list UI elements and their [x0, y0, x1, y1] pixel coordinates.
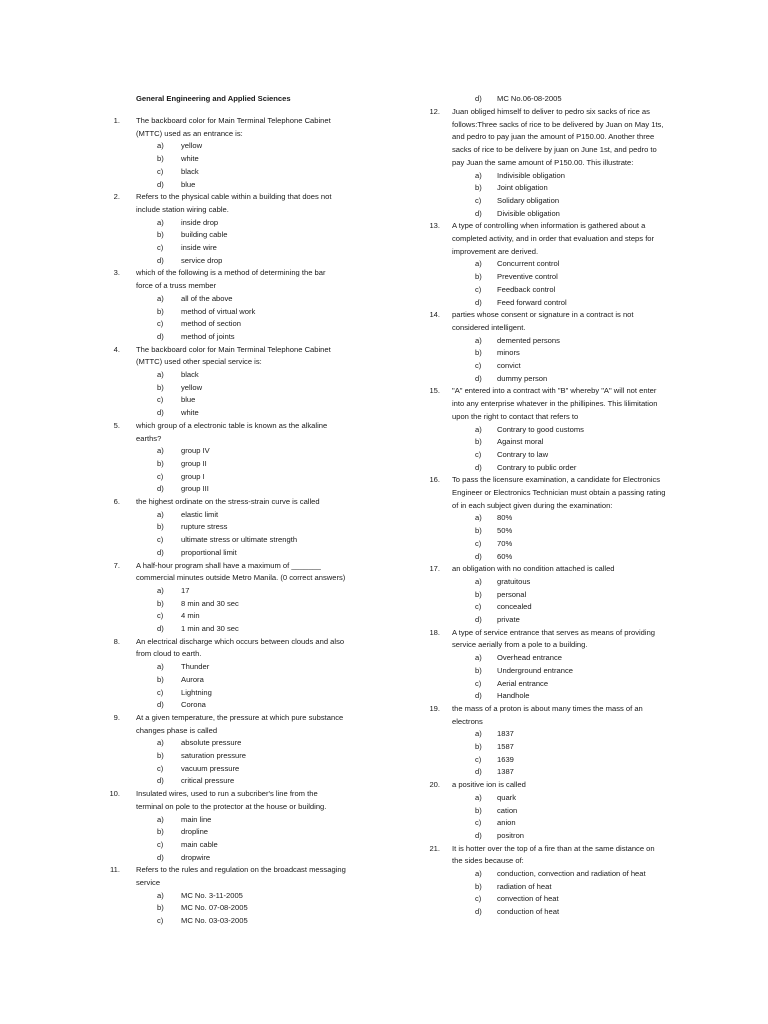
option-text: inside wire [181, 243, 217, 252]
option-letter: b) [475, 881, 482, 891]
answer-option [384, 335, 768, 348]
answer-option [0, 674, 384, 687]
answer-option [0, 763, 384, 776]
option-text: vacuum pressure [181, 763, 240, 773]
question-number: 14. [429, 310, 440, 320]
answer-option [0, 915, 384, 928]
option-text: 60% [497, 551, 513, 561]
question-number: 7. [113, 560, 120, 570]
answer-option [384, 271, 768, 284]
option-text: Aurora [181, 674, 204, 684]
answer-option [0, 699, 384, 712]
answer-option [0, 445, 384, 458]
option-letter: a) [475, 576, 482, 586]
option-letter: b) [157, 903, 164, 913]
option-text: gratuitous [497, 576, 531, 586]
option-text: building cable [181, 230, 228, 240]
answer-option [384, 614, 768, 627]
answer-option [0, 585, 384, 598]
option-text: anion [497, 818, 516, 828]
option-letter: b) [157, 827, 164, 837]
option-text: yellow [181, 382, 203, 392]
answer-option [0, 509, 384, 522]
option-text: 50% [497, 526, 513, 536]
option-text: conduction, convection and radiation of heat [497, 869, 646, 878]
option-letter: a) [157, 814, 164, 824]
question-text: A type of service entrance that serves as means of providing service aerially from a pole to a building. [452, 627, 656, 650]
option-letter: d) [157, 547, 164, 557]
question-number: 11. [110, 865, 120, 875]
answer-option [0, 547, 384, 560]
option-letter: a) [157, 585, 164, 595]
option-letter: c) [475, 284, 482, 294]
question-text: The backboard color for Main Terminal Telephone Cabinet (MTTC) used other special service is: [136, 344, 331, 367]
option-letter: b) [157, 751, 164, 760]
answer-option [384, 754, 768, 767]
option-letter: d) [475, 767, 482, 777]
option-text: minors [497, 348, 520, 358]
answer-option [0, 407, 384, 420]
answer-option [0, 382, 384, 395]
answer-option [0, 483, 384, 496]
option-letter: a) [157, 370, 164, 379]
option-text: rupture stress [181, 522, 228, 532]
option-letter: a) [475, 513, 482, 523]
option-letter: d) [157, 408, 164, 418]
option-text: convection of heat [497, 894, 559, 904]
answer-option [0, 293, 384, 306]
option-text: 8 min and 30 sec [181, 598, 239, 608]
option-letter: c) [475, 538, 482, 548]
option-letter: d) [475, 208, 482, 218]
answer-option [384, 906, 768, 919]
option-text: MC No.06-08-2005 [497, 94, 562, 103]
option-letter: b) [157, 458, 164, 468]
option-text: 80% [497, 513, 513, 523]
option-letter: d) [157, 776, 164, 786]
answer-option [0, 217, 384, 230]
option-letter: c) [157, 687, 164, 697]
answer-option [0, 140, 384, 153]
question-text: Insulated wires, used to run a subcriber's line from the terminal on pole to the protector at the house or building. [136, 789, 327, 811]
option-letter: c) [475, 754, 482, 764]
answer-option [0, 687, 384, 700]
option-text: white [181, 408, 199, 418]
option-letter: d) [475, 373, 482, 383]
question-text: A type of controlling when information is gathered about a completed activity, and in order that evaluation and steps for improvement are derived. [452, 221, 655, 256]
option-text: dropline [181, 827, 209, 837]
option-letter: d) [157, 179, 164, 189]
question-text: the mass of a proton is about many times the mass of an electrons [452, 703, 643, 726]
question-number: 12. [429, 107, 440, 116]
answer-option [384, 284, 768, 297]
question-number: 6. [113, 497, 120, 506]
option-text: yellow [181, 141, 203, 151]
option-text: 17 [181, 585, 190, 595]
answer-option [384, 601, 768, 614]
option-text: private [497, 615, 520, 624]
answer-option [0, 369, 384, 382]
option-text: positron [497, 830, 525, 840]
option-text: quark [497, 792, 516, 802]
question-text: which of the following is a method of determining the bar force of a truss member [136, 268, 326, 291]
option-text: MC No. 03-03-2005 [181, 916, 248, 926]
option-text: 1 min and 30 sec [181, 624, 239, 633]
option-letter: d) [157, 624, 164, 633]
option-letter: a) [475, 424, 482, 434]
option-text: group II [181, 458, 207, 468]
option-text: critical pressure [181, 776, 235, 786]
option-letter: c) [475, 449, 482, 459]
answer-option [384, 817, 768, 830]
option-letter: b) [157, 674, 164, 684]
answer-option [0, 255, 384, 268]
option-text: ultimate stress or ultimate strength [181, 535, 298, 545]
option-letter: c) [157, 763, 164, 773]
option-text: white [181, 154, 199, 164]
option-letter: a) [475, 335, 482, 345]
option-letter: a) [475, 792, 482, 802]
answer-option [384, 741, 768, 754]
option-letter: a) [157, 141, 164, 151]
option-letter: c) [475, 818, 482, 828]
question-number: 17. [429, 564, 440, 574]
answer-option [384, 792, 768, 805]
answer-option [384, 93, 768, 106]
option-text: cation [497, 805, 518, 815]
answer-option [384, 551, 768, 564]
option-letter: b) [475, 589, 482, 599]
option-letter: b) [475, 183, 482, 193]
option-letter: c) [475, 361, 482, 370]
answer-option [384, 170, 768, 183]
option-text: method of joints [181, 331, 235, 341]
option-letter: b) [157, 230, 164, 240]
question-text: The backboard color for Main Terminal Telephone Cabinet (MTTC) used as an entrance is: [136, 116, 331, 138]
answer-option [0, 661, 384, 674]
option-text: MC No. 3-11-2005 [181, 890, 243, 900]
option-letter: c) [157, 243, 164, 252]
answer-option [384, 512, 768, 525]
option-text: dropwire [181, 852, 211, 862]
option-text: Indivisible obligation [497, 170, 565, 180]
option-letter: c) [157, 166, 164, 176]
option-letter: b) [475, 805, 482, 815]
answer-option [0, 179, 384, 192]
option-text: black [181, 370, 199, 379]
option-letter: b) [475, 526, 482, 536]
question-text: To pass the licensure examination, a candidate for Electronics Engineer or Electronics Technician must obtain a passing rating of in each subject given during the examination: [452, 475, 666, 510]
answer-option [384, 436, 768, 449]
question-text: Refers to the physical cable within a building that does not include station wiring cable. [136, 192, 332, 214]
option-text: method of section [181, 319, 241, 329]
answer-option [0, 826, 384, 839]
question-number: 21. [429, 843, 440, 853]
option-text: Feed forward control [497, 297, 567, 307]
option-letter: d) [157, 331, 164, 341]
option-letter: d) [157, 852, 164, 862]
answer-option [384, 208, 768, 221]
option-letter: a) [475, 170, 482, 180]
answer-option [384, 678, 768, 691]
answer-option [0, 229, 384, 242]
option-text: inside drop [181, 217, 219, 227]
answer-option [384, 881, 768, 894]
option-letter: c) [475, 678, 482, 688]
question-number: 2. [113, 192, 120, 202]
question-text: a positive ion is called [452, 780, 526, 790]
option-text: group IV [181, 446, 210, 456]
option-text: MC No. 07-08-2005 [181, 903, 248, 913]
option-text: Thunder [181, 662, 210, 672]
question-text: A half-hour program shall have a maximum of _______ commercial minutes outside Metro Manila. (0 correct answers) [136, 560, 346, 583]
option-letter: a) [475, 729, 482, 739]
option-text: Lightning [181, 687, 212, 697]
question-text: It is hotter over the top of a fire than at the same distance on the sides because of: [452, 843, 655, 866]
option-text: Feedback control [497, 284, 556, 294]
option-text: 70% [497, 538, 513, 548]
option-text: elastic limit [181, 509, 219, 519]
option-text: Aerial entrance [497, 678, 549, 688]
option-letter: b) [157, 154, 164, 164]
question-number: 18. [429, 627, 440, 637]
option-letter: c) [157, 395, 164, 405]
option-text: personal [497, 589, 527, 599]
answer-option [0, 839, 384, 852]
option-text: radiation of heat [497, 881, 552, 891]
answer-option [0, 166, 384, 179]
option-letter: d) [475, 907, 482, 917]
answer-option [384, 728, 768, 741]
question-number: 4. [113, 344, 120, 354]
option-letter: c) [157, 611, 164, 621]
answer-option [0, 814, 384, 827]
answer-option [384, 652, 768, 665]
option-letter: d) [475, 615, 482, 624]
option-letter: c) [475, 894, 482, 904]
answer-option [384, 297, 768, 310]
answer-option [0, 242, 384, 255]
option-text: Contrary to good customs [497, 424, 584, 434]
option-letter: b) [475, 348, 482, 358]
option-text: group III [181, 484, 209, 494]
answer-option [384, 665, 768, 678]
option-text: Joint obligation [497, 183, 548, 193]
option-letter: c) [157, 916, 164, 926]
option-text: Contrary to law [497, 449, 549, 459]
answer-option [0, 737, 384, 750]
question-number: 3. [113, 268, 120, 278]
answer-option [0, 902, 384, 915]
option-letter: b) [475, 437, 482, 447]
option-text: Underground entrance [497, 665, 573, 675]
answer-option [0, 852, 384, 865]
option-letter: c) [157, 471, 164, 481]
question-text: An electrical discharge which occurs between clouds and also from cloud to earth. [136, 636, 345, 659]
question-number: 16. [429, 475, 440, 485]
question-number: 5. [113, 420, 120, 430]
answer-option [384, 449, 768, 462]
option-text: Contrary to public order [497, 462, 577, 472]
answer-option [384, 576, 768, 589]
option-text: Handhole [497, 691, 530, 701]
option-text: proportional limit [181, 547, 237, 557]
option-letter: d) [157, 700, 164, 710]
answer-option [384, 195, 768, 208]
option-text: all of the above [181, 293, 233, 303]
option-letter: c) [475, 602, 482, 612]
question-number: 15. [429, 386, 440, 396]
answer-option [0, 534, 384, 547]
option-letter: b) [475, 272, 482, 282]
answer-option [0, 623, 384, 636]
option-text: Corona [181, 700, 206, 710]
option-letter: a) [157, 509, 164, 519]
question-number: 20. [429, 780, 440, 790]
answer-option [384, 462, 768, 475]
option-text: conduction of heat [497, 907, 560, 917]
question-number: 1. [113, 116, 120, 125]
option-text: black [181, 166, 199, 176]
option-text: Overhead entrance [497, 653, 563, 663]
option-letter: d) [475, 94, 482, 103]
option-letter: a) [475, 869, 482, 878]
question-text: parties whose consent or signature in a contract is not considered intelligent. [452, 310, 634, 332]
option-letter: a) [475, 653, 482, 663]
option-text: main line [181, 814, 212, 824]
option-letter: b) [157, 382, 164, 392]
option-letter: a) [157, 890, 164, 900]
question-number: 19. [429, 703, 440, 713]
answer-option [384, 347, 768, 360]
answer-option [384, 868, 768, 881]
option-letter: c) [157, 839, 164, 849]
option-letter: b) [475, 742, 482, 751]
option-text: main cable [181, 839, 218, 849]
option-letter: c) [157, 535, 164, 545]
answer-option [384, 893, 768, 906]
option-letter: b) [475, 665, 482, 675]
question-number: 13. [429, 221, 440, 231]
option-letter: d) [475, 691, 482, 701]
answer-option [384, 424, 768, 437]
answer-option [384, 373, 768, 386]
answer-option [0, 458, 384, 471]
option-text: blue [181, 179, 196, 189]
answer-option [384, 830, 768, 843]
question-text: an obligation with no condition attached is called [452, 564, 615, 574]
answer-option [384, 690, 768, 703]
question-number: 9. [113, 712, 120, 722]
option-letter: d) [475, 830, 482, 840]
answer-option [384, 525, 768, 538]
option-text: Against moral [497, 437, 544, 447]
option-text: method of virtual work [181, 306, 256, 316]
option-text: 1587 [497, 742, 514, 751]
option-letter: a) [157, 217, 164, 227]
option-text: service drop [181, 255, 223, 265]
answer-option [384, 589, 768, 602]
option-text: Preventive control [497, 272, 558, 282]
question-text: which group of a electronic table is known as the alkaline earths? [136, 420, 328, 443]
option-letter: d) [475, 462, 482, 472]
option-letter: d) [157, 484, 164, 494]
option-letter: b) [157, 598, 164, 608]
option-text: 1387 [497, 767, 514, 777]
question-text: the highest ordinate on the stress-strain curve is called [136, 497, 320, 506]
answer-option [0, 890, 384, 903]
answer-option [0, 394, 384, 407]
answer-option [384, 182, 768, 195]
option-text: absolute pressure [181, 738, 242, 748]
option-text: Solidary obligation [497, 195, 560, 205]
answer-option [0, 521, 384, 534]
option-letter: a) [157, 662, 164, 672]
answer-option [0, 750, 384, 763]
document-title: General Engineering and Applied Sciences [136, 94, 291, 103]
option-letter: d) [475, 297, 482, 307]
answer-option [0, 471, 384, 484]
question-text: Juan obliged himself to deliver to pedro six sacks of rice as follows:Three sacks of rice to be delivered by Juan on May 1ts, and pedro to pay juan the amount of P150.00. Another three sacks of rice to be delivere by juan on June 1st, and pedro to pay Juan the same amount of P150.00. This illustrate: [452, 107, 664, 167]
option-text: 1639 [497, 754, 514, 764]
answer-option [384, 360, 768, 373]
answer-option [384, 258, 768, 271]
option-text: Concurrent control [497, 259, 560, 269]
option-text: group I [181, 471, 205, 481]
answer-option [0, 331, 384, 344]
question-number: 8. [113, 636, 120, 646]
answer-option [0, 318, 384, 331]
question-text: At a given temperature, the pressure at which pure substance changes phase is called [136, 712, 344, 735]
option-text: 1837 [497, 729, 514, 739]
answer-option [0, 153, 384, 166]
option-text: saturation pressure [181, 751, 247, 760]
option-text: convict [497, 361, 521, 370]
answer-option [384, 805, 768, 818]
option-letter: a) [475, 259, 482, 269]
answer-option [0, 306, 384, 319]
option-text: 4 min [181, 611, 200, 621]
option-letter: a) [157, 293, 164, 303]
option-letter: a) [157, 446, 164, 456]
option-text: Divisible obligation [497, 208, 560, 218]
option-letter: b) [157, 522, 164, 532]
answer-option [0, 610, 384, 623]
option-text: demented persons [497, 335, 560, 345]
answer-option [0, 775, 384, 788]
answer-option [0, 598, 384, 611]
option-letter: a) [157, 738, 164, 748]
question-number: 10. [109, 789, 120, 799]
question-text: Refers to the rules and regulation on the broadcast messaging service [136, 865, 346, 887]
option-letter: d) [475, 551, 482, 561]
answer-option [384, 766, 768, 779]
option-text: dummy person [497, 373, 548, 383]
option-letter: c) [475, 195, 482, 205]
question-text: "A" entered into a contract with "B" whereby "A" will not enter into any enterprise whatever in the phillipines. This lilimitation upon the right to contact that refers to [452, 386, 658, 421]
option-letter: d) [157, 255, 164, 265]
option-text: blue [181, 395, 196, 405]
option-letter: c) [157, 319, 164, 329]
option-text: concealed [497, 602, 532, 612]
answer-option [384, 538, 768, 551]
option-letter: b) [157, 306, 164, 316]
